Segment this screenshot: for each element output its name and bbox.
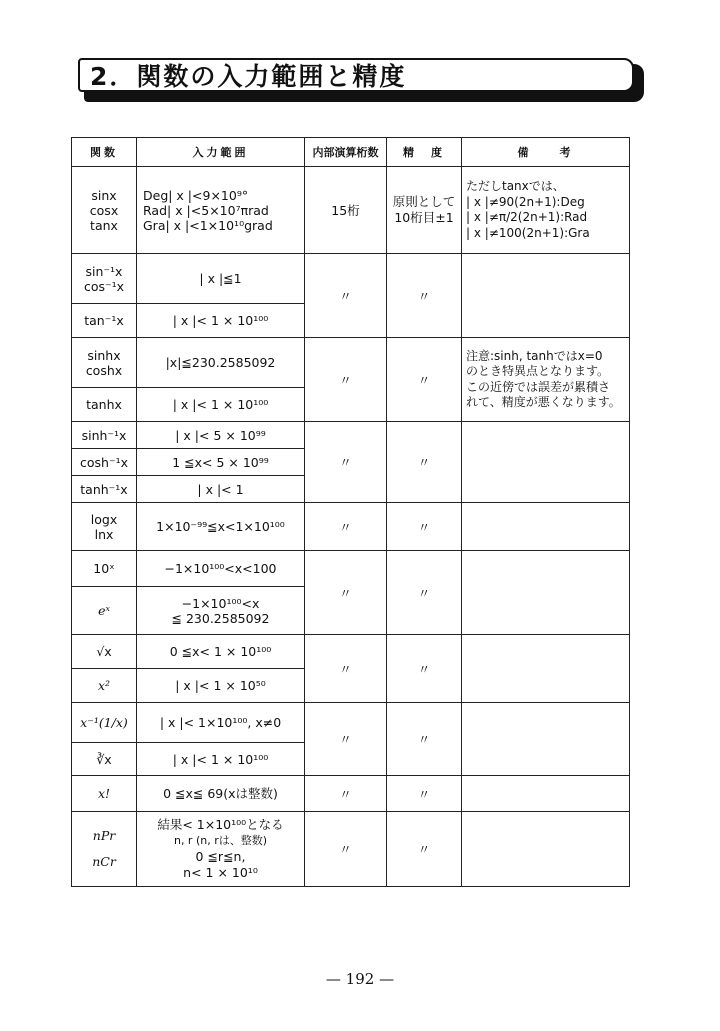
range-cell: | x |< 1 × 10¹⁰⁰ [137,743,305,776]
function-cell: x⁻¹(1/x) [72,703,137,743]
function-name: sinx [91,187,117,203]
digits-cell: 〃 [305,254,387,338]
range-cell: −1×10¹⁰⁰<x<100 [137,551,305,587]
range-cell: | x |< 1 × 10¹⁰⁰ [137,304,305,338]
table-row [72,338,630,388]
range-cell [137,587,305,635]
range-cell: 0 ≦x< 1 × 10¹⁰⁰ [137,635,305,669]
function-cell: x² [72,669,137,703]
table-row [72,812,630,887]
note-text: ただしtanxでは、 [466,179,565,193]
notes-cell [462,503,630,551]
notes-cell [462,776,630,812]
range-cell: | x |≦1 [137,254,305,304]
function-cell: ∛x [72,743,137,776]
header-internal-digits: 内部演算桁数 [305,138,387,167]
note-text: この近傍では誤差が累積さ [466,379,611,394]
table-row [72,635,630,669]
table-header-row [72,138,630,167]
table-row [72,703,630,743]
function-cell: eˣ [72,587,137,635]
precision-cell: 〃 [387,338,462,422]
digits-cell: 〃 [305,703,387,776]
digits-cell: 〃 [305,635,387,703]
note-text: のとき特異点となります。 [466,364,610,378]
function-name: sin⁻¹x [85,263,123,279]
header-notes: 備 考 [462,138,630,167]
note-text: | x |≠π/2(2n+1):Rad [466,210,588,224]
section-title-frame [78,58,638,96]
function-cell: tan⁻¹x [72,304,137,338]
range-text: n, r (n, rは、整数) [173,834,268,847]
page-number: — 192 — [325,970,395,988]
range-cell: | x |< 1 [137,476,305,503]
function-name: sinhx [87,347,121,363]
precision-cell: 〃 [387,254,462,338]
page-title: 2．関数の入力範囲と精度 [78,58,634,92]
function-name: nPr [92,828,116,843]
notes-cell [462,551,630,635]
function-cell: √x [72,635,137,669]
function-cell [72,503,137,551]
digits-cell: 〃 [305,551,387,635]
precision-cell: 〃 [387,812,462,887]
function-cell: 10ˣ [72,551,137,587]
note-text: | x |≠100(2n+1):Gra [466,225,590,240]
range-cell: | x |< 5 × 10⁹⁹ [137,422,305,449]
notes-cell [462,635,630,703]
notes-cell [462,338,630,422]
range-cell: 1×10⁻⁹⁹≦x<1×10¹⁰⁰ [137,503,305,551]
range-cell [137,167,305,254]
range-cell: | x |< 1×10¹⁰⁰, x≠0 [137,703,305,743]
function-range-table [71,137,630,887]
function-cell: tanh⁻¹x [72,476,137,503]
precision-cell: 〃 [387,422,462,503]
function-name: nCr [92,854,116,869]
note-text: れて、精度が悪くなります。 [466,395,621,409]
note-text: | x |≠90(2n+1):Deg [466,194,585,209]
header-precision: 精 度 [387,138,462,167]
range-text: Gra| x |<1×10¹⁰grad [143,217,273,233]
function-name: lnx [94,526,114,542]
range-text: n< 1 × 10¹⁰ [183,865,258,880]
precision-cell: 〃 [387,703,462,776]
digits-cell: 〃 [305,422,387,503]
range-text: −1×10¹⁰⁰<x [181,595,260,611]
function-cell [72,338,137,388]
digits-cell: 〃 [305,776,387,812]
table-row [72,503,630,551]
range-cell: | x |< 1 × 10¹⁰⁰ [137,388,305,422]
function-cell: tanhx [72,388,137,422]
function-cell: cosh⁻¹x [72,449,137,476]
table-row [72,776,630,812]
table-row [72,551,630,587]
table-row [72,422,630,449]
table-row [72,254,630,304]
range-text: Rad| x |<5×10⁷πrad [143,202,269,218]
function-name: cosx [89,202,119,218]
precision-cell: 〃 [387,503,462,551]
notes-cell [462,254,630,338]
precision-cell [387,167,462,254]
notes-cell [462,812,630,887]
notes-cell [462,422,630,503]
precision-text: 10桁目±1 [394,210,454,225]
function-cell [72,812,137,887]
range-cell: 0 ≦x≦ 69(xは整数) [137,776,305,812]
function-cell: sinh⁻¹x [72,422,137,449]
range-text: 0 ≦r≦n, [195,849,246,864]
range-text: 結果< 1×10¹⁰⁰となる [157,817,284,832]
header-function: 関数 [72,138,137,167]
digits-cell: 15桁 [305,167,387,254]
precision-cell: 〃 [387,635,462,703]
header-input-range: 入力範囲 [137,138,305,167]
precision-cell: 〃 [387,551,462,635]
function-name: coshx [85,362,123,378]
function-name: tanx [90,217,118,233]
function-name: logx [90,511,118,527]
function-cell [72,254,137,304]
range-text: ≦ 230.2585092 [171,610,270,626]
precision-cell: 〃 [387,776,462,812]
notes-cell [462,703,630,776]
function-cell [72,167,137,254]
range-cell [137,812,305,887]
range-cell: | x |< 1 × 10⁵⁰ [137,669,305,703]
digits-cell: 〃 [305,812,387,887]
range-text: Deg| x |<9×10⁹° [143,187,249,203]
digits-cell: 〃 [305,503,387,551]
table-row [72,167,630,254]
digits-cell: 〃 [305,338,387,422]
function-name: cos⁻¹x [83,278,125,294]
note-text: 注意:sinh, tanhではx=0 [466,348,603,363]
function-cell: x! [72,776,137,812]
range-cell: 1 ≦x< 5 × 10⁹⁹ [137,449,305,476]
precision-text: 原則として [392,194,456,209]
notes-cell [462,167,630,254]
range-cell: |x|≦230.2585092 [137,338,305,388]
